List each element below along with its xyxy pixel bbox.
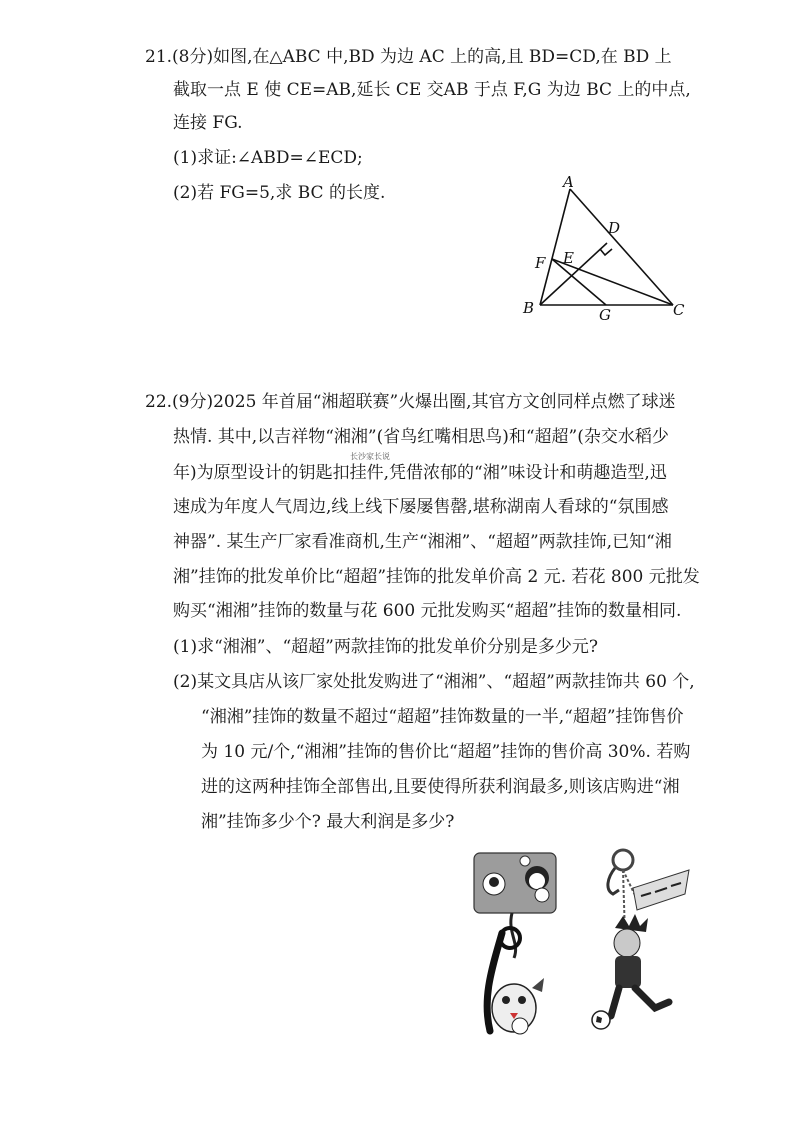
q22-line-5: 神器”. 某生产厂家看准商机,生产“湘湘”、“超超”两款挂饰,已知“湘 — [173, 532, 672, 552]
q21-line-1: 21.(8分)如图,在△ABC 中,BD 为边 AC 上的高,且 BD=CD,在 BD 上 — [145, 47, 672, 67]
label-a: A — [563, 175, 574, 191]
q22-line-6: 湘”挂饰的批发单价比“超超”挂饰的批发单价高 2 元. 若花 800 元批发 — [173, 567, 700, 587]
label-d: D — [608, 219, 621, 237]
q22-line-3: 年)为原型设计的钥匙扣挂件,凭借浓郁的“湘”味设计和萌趣造型,迅 — [173, 463, 667, 483]
chaochao-keychain-illustration — [585, 848, 700, 1033]
label-f: F — [535, 254, 546, 272]
q22-part-2-line-4: 进的这两种挂饰全部售出,且要使得所获利润最多,则该店购进“湘 — [201, 777, 680, 797]
q22-line-1: 22.(9分)2025 年首届“湘超联赛”火爆出圈,其官方文创同样点燃了球迷 — [145, 392, 676, 412]
right-angle-mark — [600, 249, 612, 255]
q21-line-3: 连接 FG. — [173, 113, 243, 133]
label-b: B — [523, 299, 535, 317]
q22-part-1: (1)求“湘湘”、“超超”两款挂饰的批发单价分别是多少元? — [173, 637, 598, 657]
triangle-figure — [515, 175, 695, 325]
q21-part-1: (1)求证:∠ABD=∠ECD; — [173, 148, 363, 168]
q21-part-2: (2)若 FG=5,求 BC 的长度. — [173, 183, 386, 203]
q22-part-2-line-2: “湘湘”挂饰的数量不超过“超超”挂饰数量的一半,“超超”挂饰售价 — [201, 707, 684, 727]
q22-line-2: 热情. 其中,以吉祥物“湘湘”(省鸟红嘴相思鸟)和“超超”(杂交水稻少 — [173, 427, 669, 447]
q22-part-2-line-3: 为 10 元/个,“湘湘”挂饰的售价比“超超”挂饰的售价高 30%. 若购 — [201, 742, 691, 762]
segment-fg — [552, 259, 606, 305]
xiangxiang-keychain-illustration — [462, 848, 567, 1038]
q22-part-2-line-1: (2)某文具店从该厂家处批发购进了“湘湘”、“超超”两款挂饰共 60 个, — [173, 672, 695, 692]
watermark: 长沙家长说 — [350, 452, 390, 461]
label-c: C — [673, 301, 685, 319]
segment-ab — [540, 189, 570, 305]
q22-line-7: 购买“湘湘”挂饰的数量与花 600 元批发购买“超超”挂饰的数量相同. — [173, 601, 682, 621]
label-e: E — [563, 249, 574, 267]
q22-line-4: 速成为年度人气周边,线上线下屡屡售罄,堪称湖南人看球的“氛围感 — [173, 497, 669, 517]
label-g: G — [599, 306, 611, 324]
q22-part-2-line-5: 湘”挂饰多少个? 最大利润是多少? — [201, 812, 455, 832]
q21-line-2: 截取一点 E 使 CE=AB,延长 CE 交AB 于点 F,G 为边 BC 上的中点, — [173, 80, 691, 100]
